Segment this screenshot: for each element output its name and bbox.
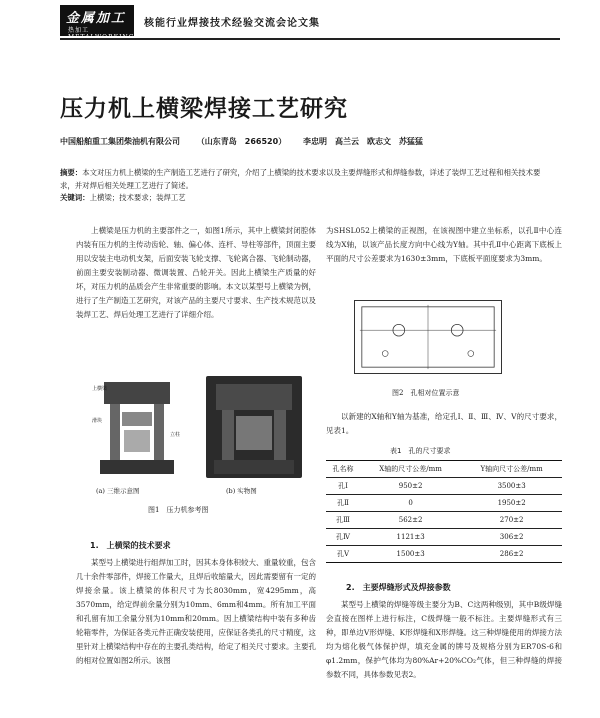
section-1-heading: 1. 上横梁的技术要求 (90, 541, 171, 550)
author-names: 李忠明 高兰云 欧志文 苏猛猛 (303, 137, 423, 146)
logo-main-text: 金属加工 (66, 11, 127, 26)
paper-title: 压力机上横梁焊接工艺研究 (60, 96, 348, 122)
section-2-paragraph: 某型号上横梁的焊缝等级主要分为B、C这两种级别，其中B级焊缝会直接在图样上进行标注，C级焊缝一般不标注。主要焊缝形式有三种，即单边V形焊缝、K形焊缝和X形焊缝。这三种焊缝使用的焊接方法均为熔化极气体保护焊，填充金属的牌号及规格分别为ER70S-6和φ1.2mm，保护气体均为80%Ar+20%CO₂气体，但三种焊缝的焊接参数不同，具体参数见表2。 (326, 600, 562, 679)
table-intro-paragraph: 以新建的X轴和Y轴为基准，给定孔Ⅰ、Ⅱ、Ⅲ、Ⅳ、Ⅴ的尺寸要求，见表1。 (326, 412, 562, 435)
table-cell: 0 (360, 495, 461, 512)
callout-slide: 滑块 (92, 418, 103, 424)
callout-column: 立柱 (170, 432, 181, 438)
table-cell: 306±2 (461, 529, 562, 546)
table-row (326, 546, 562, 563)
table-1 (326, 460, 562, 563)
table-cell: 孔Ⅴ (326, 546, 360, 563)
table-cell: 562±2 (360, 512, 461, 529)
logo-sub-text: 热加工 (68, 27, 90, 34)
keywords-label: 关键词： (60, 193, 90, 202)
right-top-paragraph: 为SHSL052上横梁的正视图，在该视图中建立坐标系，以孔Ⅱ中心连线为X轴，以该产品长度方向中心线为Y轴。其中孔Ⅱ中心距离下底板上平面的尺寸公差要求为1630±3mm，下底板平面度要求为3mm。 (326, 226, 562, 263)
table-row (326, 529, 562, 546)
table-cell: 1500±3 (360, 546, 461, 563)
figure-2-caption: 图2 孔相对位置示意 (392, 389, 460, 397)
author-line (60, 136, 437, 147)
abstract (60, 166, 550, 192)
table-row (326, 512, 562, 529)
right-column-top (326, 224, 562, 266)
press-photo-shape (206, 376, 302, 478)
press-photo (206, 376, 302, 478)
section-2-heading: 2. 主要焊缝形式及焊接参数 (346, 583, 451, 592)
abstract-text: 本文对压力机上横梁的生产制造工艺进行了研究，介绍了上横梁的技术要求以及主要焊缝形式和焊缝参数，详述了装焊工艺过程和相关技术要求，并对焊后相关处理工艺进行了简述。 (60, 168, 541, 190)
abstract-label: 摘要： (60, 168, 83, 177)
table-1-caption: 表1 孔的尺寸要求 (390, 447, 451, 455)
table-row (326, 478, 562, 495)
table-cell: 1121±3 (360, 529, 461, 546)
table-header: 孔名称 (326, 461, 360, 478)
callout-crossbeam: 上横梁 (92, 386, 108, 392)
table-cell: 3500±3 (461, 478, 562, 495)
table-cell: 孔Ⅳ (326, 529, 360, 546)
table-cell: 950±2 (360, 478, 461, 495)
section-2-column (326, 598, 562, 682)
table-row (326, 495, 562, 512)
table-intro-column (326, 410, 562, 438)
table-header: X轴的尺寸公差/mm (360, 461, 461, 478)
intro-paragraph: 上横梁是压力机的主要部件之一，如图1所示，其中上横梁封闭腔体内装有压力机的主传动齿轮、轴、偏心体、连杆、导柱等部件，顶面主要用以安装主电动机支架，后面安装飞轮支撑、飞轮离合器、飞轮制动器，前面主要安装制动器、微调装置、凸轮开关。因此上横梁生产质量的好坏，对压力机的品质会产生非常重要的影响。本文以某型号上横梁为例，进行了生产制造工艺研究，对该产品的主要尺寸要求、生产技术规范以及装焊工艺、焊后处理工艺进行了详细介绍。 (76, 226, 316, 319)
table-cell: 1950±2 (461, 495, 562, 512)
figure-1 (90, 376, 304, 495)
table-cell: 286±2 (461, 546, 562, 563)
press-3d-illustration (90, 376, 186, 478)
location: （山东青岛 266520） (196, 137, 287, 146)
figure-1b-label: (b) 实物图 (226, 487, 257, 495)
figure-2-hole-positions (354, 300, 502, 374)
table-cell: 270±2 (461, 512, 562, 529)
keywords (60, 192, 186, 203)
running-title: 核能行业焊接技术经验交流会论文集 (144, 18, 320, 29)
table-cell: 孔Ⅰ (326, 478, 360, 495)
section-1-paragraph: 某型号上横梁进行组焊加工时，因其本身体积较大、重量较重，包含几十余件零部件，焊接工作量大，且焊后收缩量大，因此需要留有一定的焊接余量。该上横梁的体积尺寸为长8030mm，宽4295mm，高3570mm，给定焊前余量分别为10mm、6mm和4mm。所有加工平面和孔留有加工余量分别为10mm和20mm。因上横梁结构中装有多种齿轮箱零件，为保证各类元件正确安装使用，应保证各类孔的尺寸精度，这里针对上横梁结构中存在的主要孔类结构，给定了相关尺寸要求。主要孔的相对位置如图2所示。该图 (76, 558, 316, 665)
figure-1-caption: 图1 压力机参考图 (148, 506, 209, 514)
table-header: Y轴向尺寸公差/mm (461, 461, 562, 478)
affiliation: 中国船舶重工集团柴油机有限公司 (60, 137, 180, 146)
header-divider (60, 38, 560, 40)
keywords-text: 上横梁；技术要求；装焊工艺 (89, 193, 186, 202)
table-cell: 孔Ⅲ (326, 512, 360, 529)
table-cell: 孔Ⅱ (326, 495, 360, 512)
journal-logo (60, 5, 134, 36)
figure-1a-label: (a) 三维示意图 (96, 487, 140, 495)
page-header (0, 0, 600, 44)
intro-column (76, 224, 316, 322)
table-header-row (326, 461, 562, 478)
section-1-column (76, 556, 316, 668)
